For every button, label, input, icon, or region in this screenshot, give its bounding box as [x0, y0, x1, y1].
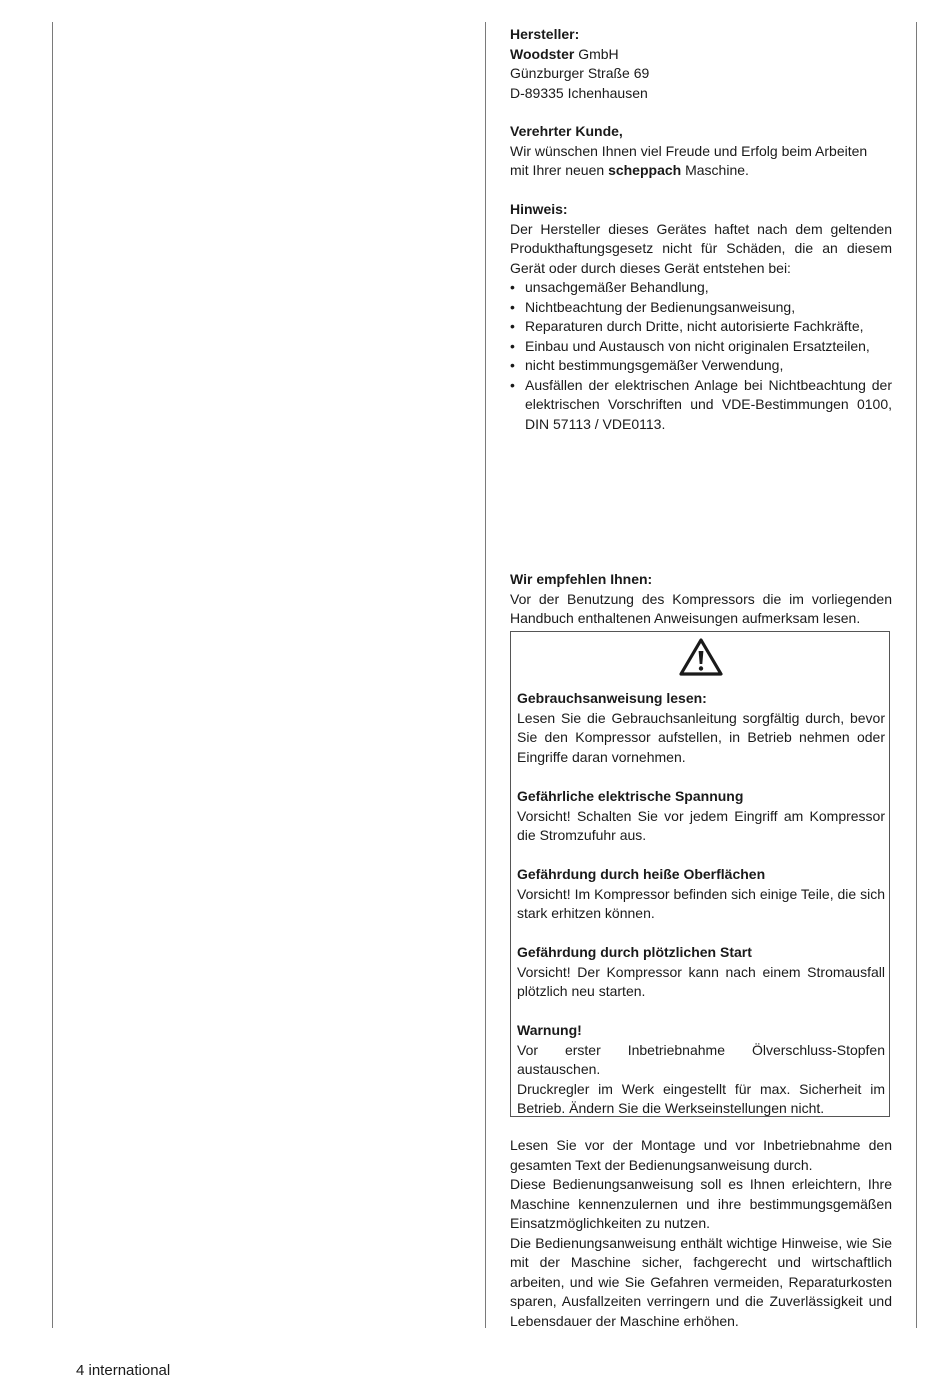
note-heading: Hinweis: [510, 201, 568, 217]
greeting-heading: Verehrter Kunde, [510, 123, 623, 139]
warning-section-heading: Gefährdung durch plötzlichen Start [517, 944, 752, 960]
instructions-paragraph-2: Diese Bedienungsanweisung soll es Ihnen erleichtern, Ihre Maschine kennenzulernen und ihre bestimmungsgemäßen Einsatzmöglichkeiten zu nutzen. [510, 1176, 892, 1231]
instructions-paragraph-1: Lesen Sie vor der Montage und vor Inbetriebnahme den gesamten Text der Bedienungsanweisung durch. [510, 1137, 892, 1173]
instructions-text-block [510, 1136, 892, 1331]
greeting-line-2-post: Maschine. [681, 162, 749, 178]
warning-section-read-manual [517, 689, 885, 767]
column-divider-rule [485, 22, 486, 1328]
manufacturer-company [510, 45, 892, 65]
warning-section-electric-voltage [517, 787, 885, 846]
company-name: Woodster [510, 45, 575, 62]
warning-section-warning [517, 1021, 885, 1119]
warning-section-heading: Gebrauchsanweisung lesen: [517, 690, 707, 706]
recommend-text: Vor der Benutzung des Kompressors die im vorliegenden Handbuch enthaltenen Anweisungen aufmerksam lesen. [510, 590, 892, 626]
note-text: Der Hersteller dieses Gerätes haftet nach dem geltenden Produkthaftungsgesetz nicht für Schäden, die an diesem Gerät oder durch dieses Gerät entstehen bei: [510, 220, 892, 276]
warning-section-hot-surfaces [517, 865, 885, 924]
note-list-item: • Einbau und Austausch von nicht originalen Ersatzteilen, [510, 337, 892, 357]
manufacturer-heading: Hersteller: [510, 26, 580, 42]
manufacturer-city: D-89335 Ichenhausen [510, 84, 648, 101]
greeting-line-2 [510, 161, 892, 181]
left-margin-rule [52, 22, 53, 1328]
liability-note-block [510, 200, 892, 434]
recommend-heading: Wir empfehlen Ihnen: [510, 571, 653, 587]
page-footer: 4 international [76, 1362, 171, 1379]
warning-section-text: Lesen Sie die Gebrauchsanleitung sorgfältig durch, bevor Sie den Kompressor aufstellen, in Betrieb nehmen oder Eingriffe daran vornehmen. [517, 709, 885, 765]
note-list-item: • Nichtbeachtung der Bedienungsanweisung, [510, 298, 892, 318]
warning-section-text-2: Druckregler im Werk eingestellt für max. Sicherheit im Betrieb. Ändern Sie die Werkseinstellungen nicht. [517, 1080, 885, 1116]
warning-section-heading: Warnung! [517, 1022, 582, 1038]
brand-name: scheppach [608, 162, 682, 178]
greeting-line-2-pre: mit Ihrer neuen [510, 162, 609, 178]
warning-section-text: Vorsicht! Schalten Sie vor jedem Eingriff am Kompressor die Stromzufuhr aus. [517, 807, 885, 843]
note-list-item: • unsachgemäßer Behandlung, [510, 278, 892, 298]
greeting-line-1: Wir wünschen Ihnen viel Freude und Erfolg beim Arbeiten [510, 142, 868, 159]
warning-section-sudden-start [517, 943, 885, 1002]
instructions-paragraph-3: Die Bedienungsanweisung enthält wichtige Hinweise, wie Sie mit der Maschine sicher, fachgerecht und wirtschaftlich arbeiten, und wie Sie Gefahren vermeiden, Reparaturkosten sparen, Ausfallzeiten verringern und die Zuverlässigkeit und Lebensdauer der Maschine erhöhen. [510, 1234, 892, 1329]
manufacturer-street: Günzburger Straße 69 [510, 65, 650, 81]
warning-section-text: Vorsicht! Im Kompressor befinden sich einige Teile, die sich stark erhitzen können. [517, 885, 885, 921]
warning-triangle-icon [679, 638, 723, 676]
recommendation-block [510, 570, 892, 629]
note-list-item: • Reparaturen durch Dritte, nicht autorisierte Fachkräfte, [510, 317, 892, 337]
greeting-block [510, 122, 892, 181]
warning-section-text: Vorsicht! Der Kompressor kann nach einem Stromausfall plötzlich neu starten. [517, 963, 885, 999]
right-margin-rule [916, 22, 917, 1328]
warning-section-heading: Gefährdung durch heiße Oberflächen [517, 866, 766, 882]
note-list [510, 278, 892, 434]
company-suffix: GmbH [574, 45, 619, 62]
warning-section-text: Vor erster Inbetriebnahme Ölverschluss-Stopfen austauschen. [517, 1041, 885, 1077]
note-list-item: • Ausfällen der elektrischen Anlage bei Nichtbeachtung der elektrischen Vorschriften und VDE-Bestimmungen 0100, DIN 57113 / VDE0113. [510, 376, 892, 435]
warning-section-heading: Gefährliche elektrische Spannung [517, 788, 744, 804]
note-list-item: • nicht bestimmungsgemäßer Verwendung, [510, 356, 892, 376]
safety-warning-box [510, 631, 890, 1117]
manufacturer-block [510, 25, 892, 103]
